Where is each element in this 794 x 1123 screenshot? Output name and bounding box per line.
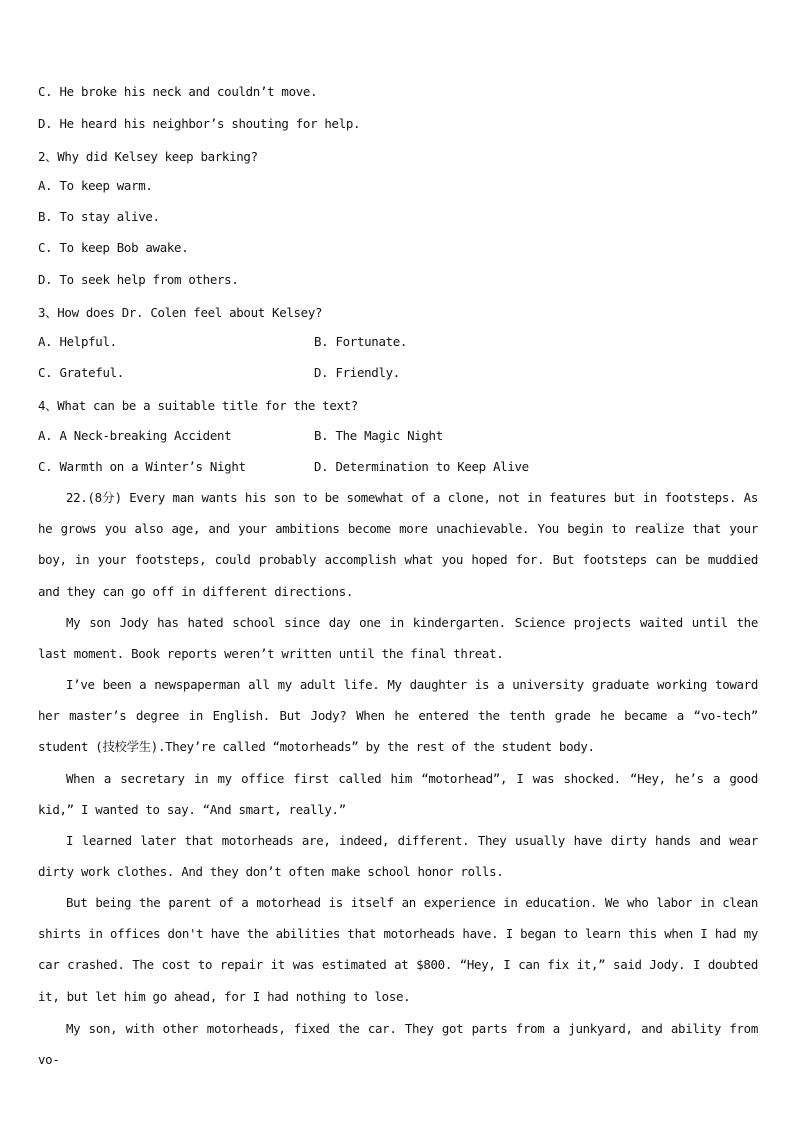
q3-row-cd (38, 365, 400, 380)
passage-paragraph-4: When a secretary in my office first called him “motorhead”, I was shocked. “Hey, he’s a good kid,” I wanted to say. “And smart, really.” (38, 771, 758, 818)
q3-option-c: C. Grateful. (38, 365, 124, 380)
q2-option-a: A. To keep warm. (38, 178, 153, 193)
passage-paragraph-2: My son Jody has hated school since day one in kindergarten. Science projects waited until the last moment. Book reports weren’t written until the final threat. (38, 615, 758, 662)
q4-stem: 4、What can be a suitable title for the text? (38, 398, 358, 413)
q4-row-ab (38, 428, 443, 443)
q2-option-c: C. To keep Bob awake. (38, 240, 189, 255)
passage-paragraph-1: 22.(8分) Every man wants his son to be somewhat of a clone, not in features but in footsteps. As he grows you also age, and your ambitions become more unachievable. You begin to realize that your boy, in your footsteps, could probably accomplish what you hoped for. But footsteps can be muddied and they can go off in different directions. (38, 490, 758, 599)
q2-option-d: D. To seek help from others. (38, 272, 239, 287)
q4-option-b: B. The Magic Night (314, 428, 443, 443)
q2-option-b: B. To stay alive. (38, 209, 160, 224)
q2-stem: 2、Why did Kelsey keep barking? (38, 149, 258, 164)
q3-option-b: B. Fortunate. (314, 334, 408, 349)
passage-paragraph-3: I’ve been a newspaperman all my adult life. My daughter is a university graduate working toward her master’s degree in English. But Jody? When he entered the tenth grade he became a “vo-tech” student (技校学生).They’re called “motorheads” by the rest of the student body. (38, 677, 758, 755)
q4-row-cd (38, 459, 529, 474)
passage-paragraph-7: My son, with other motorheads, fixed the car. They got parts from a junkyard, and ability from vo- (38, 1021, 758, 1068)
q3-row-ab (38, 334, 408, 349)
q3-stem: 3、How does Dr. Colen feel about Kelsey? (38, 305, 323, 320)
q3-option-a: A. Helpful. (38, 334, 117, 349)
q4-option-a: A. A Neck-breaking Accident (38, 428, 232, 443)
q1-option-d: D. He heard his neighbor’s shouting for help. (38, 116, 361, 131)
passage-paragraph-6: But being the parent of a motorhead is itself an experience in education. We who labor in clean shirts in offices don't have the abilities that motorheads have. I began to learn this when I had my car crashed. The cost to repair it was estimated at $800. “Hey, I can fix it,” said Jody. I doubted it, but let him go ahead, for I had nothing to lose. (38, 895, 758, 1004)
q4-option-d: D. Determination to Keep Alive (314, 459, 529, 474)
q1-option-c: C. He broke his neck and couldn’t move. (38, 84, 318, 99)
passage-paragraph-5: I learned later that motorheads are, indeed, different. They usually have dirty hands and wear dirty work clothes. And they don’t often make school honor rolls. (38, 833, 758, 880)
q3-option-d: D. Friendly. (314, 365, 400, 380)
q4-option-c: C. Warmth on a Winter’s Night (38, 459, 246, 474)
